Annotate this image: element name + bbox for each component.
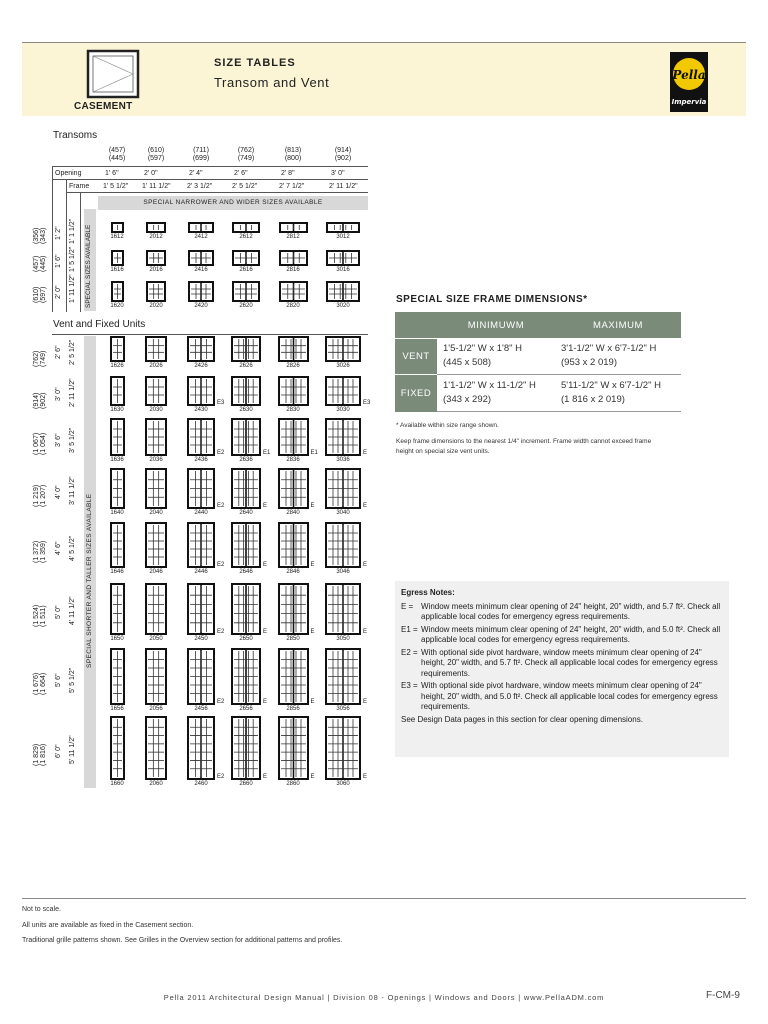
fixed-min-mm: (343 x 292) (443, 394, 492, 405)
frame-width: 2' 3 1/2" (187, 183, 213, 190)
header-rule (52, 166, 368, 167)
unit-code: 1656 (110, 706, 124, 712)
egress-footer: See Design Data pages in this section for clear opening dimensions. (401, 714, 643, 724)
unit-code: 1640 (110, 510, 124, 516)
egress-marker: E3 (217, 400, 225, 406)
transom-window-icon (188, 222, 214, 233)
row-frame-height: 5' 5 1/2" (69, 667, 76, 693)
page-subtitle: Transom and Vent (214, 75, 330, 90)
vent-window-icon (231, 648, 261, 705)
vent-window-icon (110, 376, 125, 406)
vent-max-mm: (953 x 2 019) (561, 357, 617, 368)
unit-code: 2646 (239, 569, 253, 575)
fixed-min: 1'1-1/2" W x 11-1/2" H (443, 380, 536, 391)
vent-window-icon (325, 336, 361, 362)
pella-logo-icon (670, 52, 708, 112)
transom-window-icon (146, 250, 166, 266)
unit-code: 2860 (286, 781, 300, 787)
egress-marker: E (263, 774, 268, 780)
transom-mm-header: (610) (597) (147, 147, 165, 162)
transom-mm-header: (762) (749) (237, 147, 255, 162)
unit-code: 3050 (336, 636, 350, 642)
unit-code: 3040 (336, 510, 350, 516)
casement-window-icon (86, 49, 140, 99)
vent-window-icon (110, 716, 125, 780)
row-opening-height: 4' 6" (55, 541, 62, 555)
vent-window-icon (325, 648, 361, 705)
row-opening-height: 1' 6" (55, 254, 62, 268)
vent-window-icon (325, 376, 361, 406)
egress-item-e3: E3 = With optional side pivot hardware, window meets minimum clear opening of 24" height, 20" width, and 5.0 ft². Check all applicable local codes for emergency egress requirements. (401, 681, 718, 711)
unit-code: 3016 (336, 267, 350, 273)
vent-window-icon (278, 468, 309, 509)
egress-marker: E (310, 629, 315, 635)
vent-window-icon (145, 716, 167, 780)
egress-notes-box (395, 581, 729, 757)
opening-width: 2' 4" (189, 170, 203, 177)
vent-window-icon (278, 336, 309, 362)
vent-window-icon (110, 583, 125, 635)
vent-window-icon (278, 522, 309, 568)
unit-code: 2836 (286, 457, 300, 463)
unit-code: 2616 (239, 267, 253, 273)
unit-code: 2656 (239, 706, 253, 712)
row-opening-height: 4' 0" (55, 484, 62, 499)
opening-width: 1' 6" (105, 170, 119, 177)
vent-window-icon (325, 468, 361, 509)
footer-note-grilles: Traditional grille patterns shown. See Grilles in the Overview section for additional patterns and profiles. (22, 937, 343, 944)
vent-window-icon (187, 716, 215, 780)
unit-code: 2036 (149, 457, 163, 463)
vent-window-icon (231, 583, 261, 635)
row-opening-height: 5' 0" (55, 605, 62, 619)
unit-code: 1650 (110, 636, 124, 642)
vent-window-icon (231, 418, 261, 456)
egress-marker: E (310, 562, 315, 568)
page-header (22, 42, 746, 116)
row-frame-height: 1' 5 1/2" (69, 246, 76, 272)
opening-width: 2' 6" (234, 170, 248, 177)
manual-footer: Pella 2011 Architectural Design Manual | Division 08 - Openings | Windows and Doors | www.PellaADM.com (163, 993, 605, 1002)
transom-window-icon (188, 281, 214, 302)
transom-window-icon (279, 250, 308, 266)
footer-note-fixed: All units are available as fixed in the Casement section. (22, 922, 194, 929)
unit-code: 1660 (110, 781, 124, 787)
unit-code: 2446 (194, 569, 208, 575)
unit-code: 3030 (336, 407, 350, 413)
egress-marker: E2 (217, 774, 225, 780)
unit-code: 2812 (286, 234, 300, 240)
row-mm-dims: (762) (749) (33, 350, 47, 367)
egress-marker: E (363, 503, 368, 509)
opening-width: 3' 0" (331, 170, 345, 177)
unit-code: 2436 (194, 457, 208, 463)
unit-code: 3012 (336, 234, 350, 240)
egress-item-e2: E2 = With optional side pivot hardware, window meets minimum clear opening of 24" height, 20" width, and 5.7 ft². Check all applicable local codes for emergency egress requirements. (401, 647, 718, 678)
unit-code: 2636 (239, 457, 253, 463)
unit-code: 2830 (286, 407, 300, 413)
transom-window-icon (232, 222, 260, 233)
transom-window-icon (188, 250, 214, 266)
vent-window-icon (278, 583, 309, 635)
transom-window-icon (279, 281, 308, 302)
row-frame-height: 1' 11 1/2" (69, 274, 76, 303)
available-note: * Available within size range shown. (396, 422, 499, 429)
vertical-rule (66, 179, 67, 312)
special-sizes-side-label: SPECIAL SIZES AVAILABLE (85, 224, 92, 308)
unit-code: 1630 (110, 407, 124, 413)
unit-code: 3020 (336, 303, 350, 309)
vent-max: 3'1-1/2" W x 6'7-1/2" H (561, 343, 657, 354)
special-sizes-band: SPECIAL NARROWER AND WIDER SIZES AVAILABLE (98, 196, 368, 210)
egress-marker: E (363, 774, 368, 780)
row-frame-height: 1' 1 1/2" (69, 218, 76, 244)
unit-code: 2040 (149, 510, 163, 516)
row-opening-height: 2' 6" (55, 345, 62, 359)
unit-code: 2050 (149, 636, 163, 642)
vent-window-icon (187, 336, 215, 362)
opening-label: Opening (55, 170, 82, 177)
egress-marker: E (363, 629, 368, 635)
col-maximum: MAXIMUM (555, 312, 681, 338)
row-opening-height: 3' 0" (55, 387, 62, 401)
unit-code: 2846 (286, 569, 300, 575)
row-opening-height: 3' 6" (55, 433, 62, 447)
unit-code: 2626 (239, 363, 253, 369)
header-rule (66, 192, 368, 193)
vent-top-rule (52, 334, 368, 335)
egress-marker: E2 (217, 699, 225, 705)
egress-marker: E (363, 699, 368, 705)
unit-code: 1620 (110, 303, 124, 309)
vent-window-icon (187, 418, 215, 456)
unit-code: 2640 (239, 510, 253, 516)
vent-window-icon (145, 583, 167, 635)
vent-window-icon (145, 376, 167, 406)
vent-min-mm: (445 x 508) (443, 357, 492, 368)
egress-marker: E (310, 774, 315, 780)
row-frame-height: 2' 11 1/2" (69, 378, 76, 407)
vent-window-icon (110, 522, 125, 568)
unit-code: 2630 (239, 407, 253, 413)
unit-code: 2850 (286, 636, 300, 642)
unit-code: 2412 (194, 234, 208, 240)
page-title: SIZE TABLES (214, 57, 296, 69)
frame-width: 1' 11 1/2" (142, 183, 171, 190)
unit-code: 2426 (194, 363, 208, 369)
egress-title: Egress Notes: (401, 588, 455, 597)
unit-code: 3056 (336, 706, 350, 712)
unit-code: 2826 (286, 363, 300, 369)
egress-marker: E (263, 629, 268, 635)
egress-marker: E (263, 699, 268, 705)
vent-window-icon (187, 376, 215, 406)
unit-code: 2650 (239, 636, 253, 642)
egress-marker: E (310, 699, 315, 705)
unit-code: 2020 (149, 303, 163, 309)
frame-width: 2' 11 1/2" (329, 183, 358, 190)
vent-window-icon (145, 418, 167, 456)
vent-window-icon (278, 376, 309, 406)
vent-window-icon (187, 522, 215, 568)
unit-code: 1636 (110, 457, 124, 463)
unit-code: 2612 (239, 234, 253, 240)
vent-window-icon (231, 468, 261, 509)
unit-code: 3036 (336, 457, 350, 463)
transom-mm-header: (711) (699) (192, 147, 210, 162)
row-mm-dims: (914) (902) (33, 392, 47, 409)
frame-width: 1' 5 1/2" (103, 183, 129, 190)
transom-window-icon (232, 250, 260, 266)
category-label: CASEMENT (74, 101, 133, 112)
row-opening-height: 1' 2" (55, 226, 62, 240)
unit-code: 1616 (110, 267, 124, 273)
vertical-rule (80, 192, 81, 312)
vent-window-icon (278, 716, 309, 780)
vent-window-icon (231, 376, 261, 406)
unit-code: 3026 (336, 363, 350, 369)
row-opening-height: 6' 0" (55, 744, 62, 758)
unit-code: 2056 (149, 706, 163, 712)
vent-window-icon (187, 648, 215, 705)
vertical-rule (52, 166, 53, 312)
table-row (395, 375, 681, 412)
vent-fixed-title: Vent and Fixed Units (53, 319, 146, 330)
row-frame-height: 5' 11 1/2" (69, 735, 76, 764)
vent-window-icon (325, 583, 361, 635)
egress-item-e1: E1 = Window meets minimum clear opening of 24" height, 20" width, and 5.0 ft². Check all applicable local codes for emergency egress requirements. (401, 624, 721, 644)
egress-marker: E2 (217, 562, 225, 568)
row-mm-dims: (1 524) (1 511) (33, 604, 47, 627)
unit-code: 3060 (336, 781, 350, 787)
footer-divider (22, 898, 746, 899)
unit-code: 2460 (194, 781, 208, 787)
unit-code: 2450 (194, 636, 208, 642)
unit-code: 2840 (286, 510, 300, 516)
row-frame-height: 3' 11 1/2" (69, 475, 76, 505)
vent-window-icon (110, 418, 125, 456)
special-size-title: SPECIAL SIZE FRAME DIMENSIONS* (396, 294, 588, 305)
unit-code: 2620 (239, 303, 253, 309)
transom-window-icon (146, 281, 166, 302)
fixed-max-mm: (1 816 x 2 019) (561, 394, 625, 405)
unit-code: 2420 (194, 303, 208, 309)
unit-code: 2060 (149, 781, 163, 787)
row-opening-height: 5' 6" (55, 672, 62, 687)
header-rule (52, 179, 368, 180)
vent-window-icon (110, 468, 125, 509)
unit-code: 1646 (110, 569, 124, 575)
transom-window-icon (279, 222, 308, 233)
unit-code: 2456 (194, 706, 208, 712)
egress-marker: E1 (263, 450, 271, 456)
row-frame-height: 3' 5 1/2" (69, 427, 76, 453)
transom-window-icon (326, 222, 360, 233)
vent-min: 1'5-1/2" W x 1'8" H (443, 343, 523, 354)
egress-marker: E (263, 562, 268, 568)
unit-code: 1626 (110, 363, 124, 369)
row-label-fixed: FIXED (395, 375, 437, 412)
vent-window-icon (110, 648, 125, 705)
egress-marker: E2 (217, 629, 225, 635)
egress-marker: E (310, 503, 315, 509)
unit-code: 2816 (286, 267, 300, 273)
transom-window-icon (146, 222, 166, 233)
row-frame-height: 4' 11 1/2" (69, 596, 76, 625)
row-mm-dims: (1 676) (1 664) (33, 672, 47, 695)
row-mm-dims: (610) (597) (33, 286, 47, 303)
row-mm-dims: (356) (343) (33, 227, 47, 244)
vent-window-icon (145, 336, 167, 362)
unit-code: 2440 (194, 510, 208, 516)
vent-window-icon (325, 522, 361, 568)
vent-window-icon (231, 716, 261, 780)
table-row (395, 338, 681, 375)
page-number: F-CM-9 (706, 990, 740, 1001)
frame-width: 2' 7 1/2" (279, 183, 305, 190)
special-shorter-taller-label: SPECIAL SHORTER AND TALLER SIZES AVAILABLE (86, 493, 93, 668)
vent-window-icon (231, 522, 261, 568)
unit-code: 2026 (149, 363, 163, 369)
col-minimum: MINIMUWM (437, 312, 555, 338)
egress-item-e: E = Window meets minimum clear opening of 24" height, 20" width, and 5.7 ft². Check all applicable local codes for emergency egress requirements. (401, 601, 721, 621)
transom-mm-header: (813) (800) (284, 147, 302, 162)
transom-mm-header: (914) (902) (334, 147, 352, 162)
transom-window-icon (326, 281, 360, 302)
row-mm-dims: (1 067) (1 054) (33, 432, 47, 455)
row-frame-height: 4' 5 1/2" (69, 535, 76, 561)
footer-note-scale: Not to scale. (22, 906, 61, 913)
frame-label: Frame (69, 183, 90, 190)
unit-code: 2660 (239, 781, 253, 787)
vent-window-icon (145, 648, 167, 705)
transoms-title: Transoms (53, 130, 98, 141)
transom-window-icon (326, 250, 360, 266)
increment-note-2: height on special size vent units. (396, 448, 490, 455)
opening-width: 2' 0" (144, 170, 158, 177)
vent-window-icon (187, 583, 215, 635)
transom-mm-header: (457) (445) (108, 147, 126, 162)
vent-window-icon (278, 648, 309, 705)
row-opening-height: 2' 0" (55, 285, 62, 299)
vent-window-icon (325, 716, 361, 780)
unit-code: 3046 (336, 569, 350, 575)
egress-marker: E (363, 562, 368, 568)
vent-window-icon (278, 418, 309, 456)
egress-marker: E (263, 503, 268, 509)
transom-window-icon (232, 281, 260, 302)
row-mm-dims: (1 829) (1 816) (33, 743, 47, 766)
svg-text:Pella: Pella (672, 68, 706, 82)
unit-code: 2030 (149, 407, 163, 413)
opening-width: 2' 8" (281, 170, 295, 177)
egress-marker: E2 (217, 450, 225, 456)
unit-code: 2016 (149, 267, 163, 273)
transom-window-icon (111, 281, 124, 302)
vent-window-icon (145, 522, 167, 568)
transom-window-icon (111, 250, 124, 266)
vent-window-icon (325, 418, 361, 456)
row-label-vent: VENT (395, 338, 437, 375)
unit-code: 2012 (149, 234, 163, 240)
row-mm-dims: (1 219) (1 207) (33, 484, 47, 507)
vent-window-icon (110, 336, 125, 362)
egress-marker: E2 (217, 503, 225, 509)
svg-text:Impervia: Impervia (671, 98, 707, 106)
vent-window-icon (187, 468, 215, 509)
transom-window-icon (111, 222, 124, 233)
vent-window-icon (145, 468, 167, 509)
row-mm-dims: (1 372) (1 359) (33, 540, 47, 563)
unit-code: 2856 (286, 706, 300, 712)
unit-code: 2046 (149, 569, 163, 575)
egress-marker: E1 (310, 450, 318, 456)
vent-window-icon (231, 336, 261, 362)
egress-marker: E3 (363, 400, 371, 406)
increment-note: Keep frame dimensions to the nearest 1/4" increment. Frame width cannot exceed frame (396, 438, 652, 445)
fixed-max: 5'11-1/2" W x 6'7-1/2" H (561, 380, 661, 391)
frame-width: 2' 5 1/2" (232, 183, 258, 190)
row-frame-height: 2' 5 1/2" (69, 339, 76, 365)
unit-code: 2416 (194, 267, 208, 273)
unit-code: 2820 (286, 303, 300, 309)
row-mm-dims: (457) (445) (33, 255, 47, 272)
unit-code: 2430 (194, 407, 208, 413)
special-size-table (395, 312, 681, 412)
unit-code: 1612 (110, 234, 124, 240)
egress-marker: E (363, 450, 368, 456)
